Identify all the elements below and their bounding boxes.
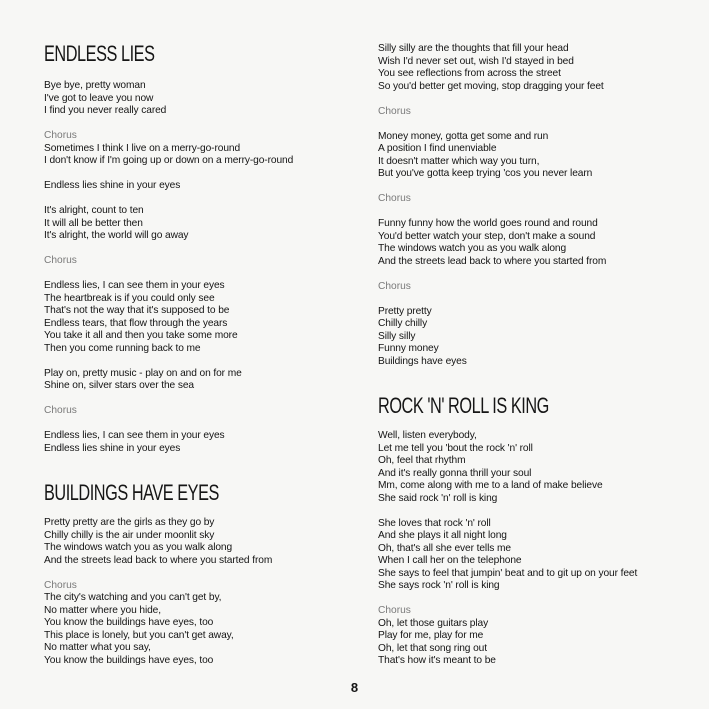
- lyric-line: I don't know if I'm going up or down on a merry-go-round: [44, 155, 294, 166]
- song-rock-n-roll-is-king: [378, 394, 698, 668]
- stanza-break: [378, 206, 698, 219]
- lyric-line: Let me tell you 'bout the rock 'n' roll: [378, 442, 533, 454]
- lyric-line: Endless lies shine in your eyes: [44, 442, 181, 454]
- lyric-line: Endless lies shine in your eyes: [44, 180, 181, 191]
- lyric-line: Oh, let those guitars play: [378, 617, 489, 629]
- lyric-line: Then you come running back to me: [44, 342, 201, 354]
- song-buildings-have-eyes: [44, 481, 364, 667]
- lyric-line: Endless lies, I can see them in your eyes: [44, 430, 225, 441]
- lyric-line: Pretty pretty are the girls as they go by: [44, 517, 215, 528]
- chorus-label: Chorus: [378, 105, 411, 117]
- chorus-label: Chorus: [378, 193, 411, 204]
- lyric-line: She said rock 'n' roll is king: [378, 492, 498, 504]
- stanza-break: [378, 181, 698, 194]
- lyric-line: No matter where you hide,: [44, 604, 161, 616]
- lyric-line: This place is lonely, but you can't get away,: [44, 629, 234, 641]
- chorus-label: Chorus: [44, 579, 77, 591]
- lyric-line: Endless lies, I can see them in your eyes: [44, 280, 225, 291]
- lyric-line: The windows watch you as you walk along: [378, 243, 567, 254]
- lyric-line: You see reflections from across the street: [378, 68, 561, 79]
- lyric-line: It's alright, the world will go away: [44, 230, 189, 241]
- lyric-line: That's not the way that it's supposed to be: [44, 305, 230, 316]
- lyrics: [44, 80, 364, 455]
- chorus-label: Chorus: [378, 605, 411, 616]
- lyric-line: It doesn't matter which way you turn,: [378, 155, 540, 167]
- song-title: ROCK 'N' ROLL IS KING: [378, 393, 549, 418]
- lyric-line: Bye bye, pretty woman: [44, 80, 146, 91]
- lyric-line: But you've gotta keep trying 'cos you never learn: [378, 168, 593, 179]
- stanza-break: [44, 393, 364, 406]
- chorus-label: Chorus: [44, 405, 77, 416]
- lyrics: [378, 43, 698, 368]
- lyric-line: That's how it's meant to be: [378, 655, 496, 666]
- song-title: BUILDINGS HAVE EYES: [44, 480, 219, 505]
- lyric-line: Buildings have eyes: [378, 355, 467, 367]
- lyric-line: Play for me, play for me: [378, 630, 484, 641]
- lyric-line: Oh, let that song ring out: [378, 642, 487, 654]
- song-buildings-have-eyes-continued: [378, 43, 698, 368]
- lyric-line: Well, listen everybody,: [378, 430, 477, 441]
- stanza-break: [44, 118, 364, 131]
- lyric-line: She says rock 'n' roll is king: [378, 580, 500, 591]
- chorus-label: Chorus: [44, 255, 77, 266]
- lyric-line: No matter what you say,: [44, 642, 151, 653]
- lyric-line: Sometimes I think I live on a merry-go-round: [44, 142, 241, 154]
- lyric-line: The heartbreak is if you could only see: [44, 292, 215, 304]
- chorus-label: Chorus: [378, 280, 411, 292]
- lyric-line: You'd better watch your step, don't make a sound: [378, 230, 596, 242]
- song-title: ENDLESS LIES: [44, 41, 155, 66]
- stanza-break: [44, 168, 364, 181]
- stanza-break: [44, 418, 364, 431]
- lyric-line: Silly silly: [378, 330, 416, 342]
- lyric-line: I find you never really cared: [44, 105, 167, 116]
- lyric-line: You take it all and then you take some more: [44, 330, 238, 341]
- lyric-line: Oh, that's all she ever tells me: [378, 542, 511, 554]
- lyric-line: Silly silly are the thoughts that fill your head: [378, 43, 569, 54]
- lyric-line: Funny money: [378, 343, 439, 354]
- stanza-break: [44, 268, 364, 281]
- stanza-break: [44, 355, 364, 368]
- lyric-line: And she plays it all night long: [378, 530, 507, 541]
- lyric-line: Play on, pretty music - play on and on for me: [44, 367, 242, 379]
- lyric-line: Funny funny how the world goes round and round: [378, 218, 598, 229]
- song-endless-lies: [44, 42, 364, 455]
- lyric-line: She loves that rock 'n' roll: [378, 517, 491, 529]
- lyric-line: And the streets lead back to where you started from: [44, 554, 273, 566]
- stanza-break: [378, 293, 698, 306]
- lyric-line: The windows watch you as you walk along: [44, 542, 233, 553]
- lyric-line: So you'd better get moving, stop dragging your feet: [378, 80, 604, 92]
- stanza-break: [44, 193, 364, 206]
- lyric-line: Money money, gotta get some and run: [378, 130, 549, 142]
- stanza-break: [378, 268, 698, 281]
- lyric-line: Oh, feel that rhythm: [378, 455, 466, 466]
- lyric-line: It's alright, count to ten: [44, 205, 144, 216]
- lyric-line: Mm, come along with me to a land of make believe: [378, 480, 603, 491]
- lyric-line: And it's really gonna thrill your soul: [378, 467, 532, 479]
- chorus-label: Chorus: [44, 130, 77, 141]
- stanza-break: [44, 243, 364, 256]
- stanza-break: [44, 567, 364, 580]
- page-number: 8: [350, 680, 359, 695]
- lyric-line: A position I find unenviable: [378, 143, 497, 154]
- lyric-line: Pretty pretty: [378, 305, 432, 317]
- lyric-line: Shine on, silver stars over the sea: [44, 380, 194, 391]
- lyrics: [44, 517, 364, 667]
- lyric-line: Endless tears, that flow through the years: [44, 317, 228, 329]
- stanza-break: [378, 93, 698, 106]
- stanza-break: [378, 593, 698, 606]
- stanza-break: [378, 505, 698, 518]
- stanza-break: [378, 118, 698, 131]
- lyric-line: You know the buildings have eyes, too: [44, 654, 214, 666]
- lyric-line: Chilly chilly is the air under moonlit sky: [44, 529, 215, 541]
- lyric-line: When I call her on the telephone: [378, 555, 522, 566]
- lyric-line: Chilly chilly: [378, 318, 428, 329]
- lyric-line: You know the buildings have eyes, too: [44, 617, 214, 628]
- lyric-line: She says to feel that jumpin' beat and to git up on your feet: [378, 567, 638, 579]
- lyric-line: It will all be better then: [44, 217, 143, 229]
- lyrics: [378, 430, 698, 668]
- lyric-line: And the streets lead back to where you started from: [378, 255, 607, 267]
- lyric-line: I've got to leave you now: [44, 92, 154, 104]
- lyric-line: The city's watching and you can't get by,: [44, 592, 222, 603]
- lyric-line: Wish I'd never set out, wish I'd stayed in bed: [378, 55, 574, 67]
